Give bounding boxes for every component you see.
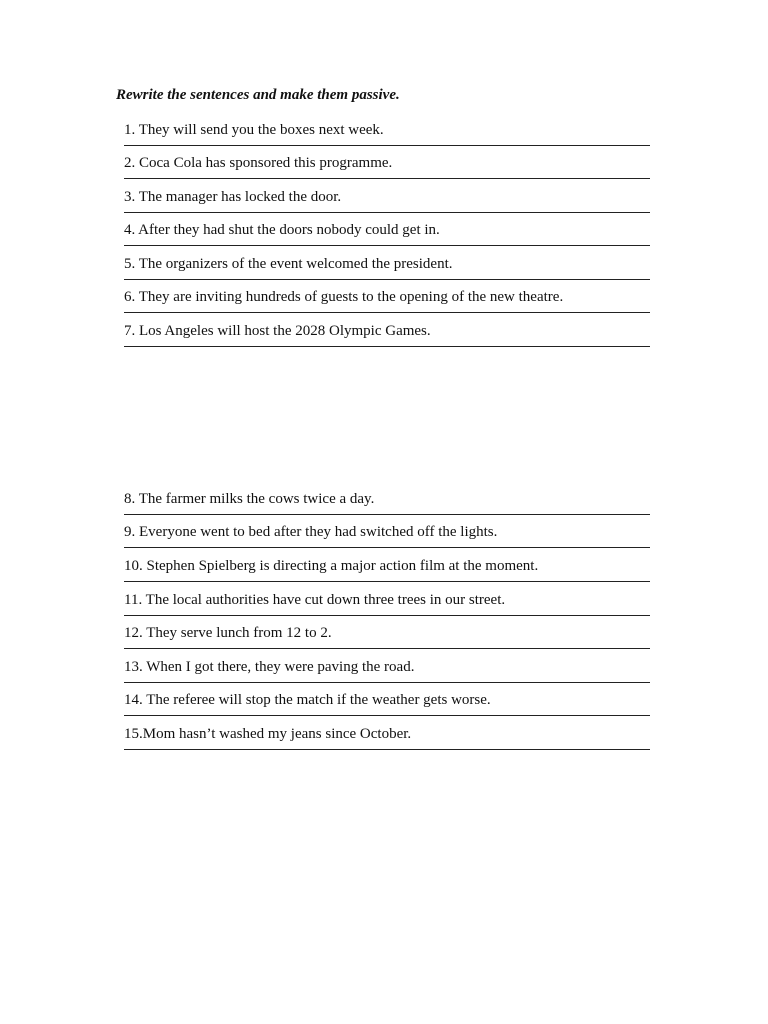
answer-line[interactable]	[124, 279, 650, 280]
exercise-sentence: 6. They are inviting hundreds of guests to the opening of the new theatre.	[124, 289, 564, 305]
exercise-item-6	[124, 288, 650, 322]
answer-line[interactable]	[124, 715, 650, 716]
exercise-item-15	[124, 725, 650, 759]
answer-line[interactable]	[124, 514, 650, 515]
answer-line[interactable]	[124, 178, 650, 179]
exercise-sentence: 8. The farmer milks the cows twice a day.	[124, 491, 375, 507]
exercise-sentence: 3. The manager has locked the door.	[124, 189, 342, 205]
exercise-item-10	[124, 557, 650, 591]
exercise-sentence: 10. Stephen Spielberg is directing a major action film at the moment.	[124, 558, 539, 574]
exercise-item-14	[124, 691, 650, 725]
answer-line[interactable]	[124, 581, 650, 582]
exercise-item-1	[124, 121, 650, 155]
exercise-item-3	[124, 188, 650, 222]
answer-line[interactable]	[124, 749, 650, 750]
exercise-sentence: 11. The local authorities have cut down three trees in our street.	[124, 592, 506, 608]
answer-line[interactable]	[124, 615, 650, 616]
exercise-item-5	[124, 255, 650, 289]
answer-line[interactable]	[124, 312, 650, 313]
exercise-item-7	[124, 322, 650, 356]
exercise-sentence: 15.Mom hasn’t washed my jeans since October.	[124, 726, 412, 742]
answer-line[interactable]	[124, 682, 650, 683]
answer-line[interactable]	[124, 346, 650, 347]
exercise-item-4	[124, 221, 650, 255]
answer-line[interactable]	[124, 145, 650, 146]
exercise-item-12	[124, 624, 650, 658]
exercise-sentence: 9. Everyone went to bed after they had switched off the lights.	[124, 524, 498, 540]
instruction-heading: Rewrite the sentences and make them passive.	[116, 87, 400, 103]
answer-line[interactable]	[124, 212, 650, 213]
exercise-sentence: 13. When I got there, they were paving the road.	[124, 659, 415, 675]
answer-line[interactable]	[124, 547, 650, 548]
exercise-item-8	[124, 490, 650, 524]
exercise-sentence: 1. They will send you the boxes next week.	[124, 122, 384, 138]
exercise-sentence: 4. After they had shut the doors nobody could get in.	[124, 222, 440, 238]
exercise-sentence: 12. They serve lunch from 12 to 2.	[124, 625, 332, 641]
exercise-item-13	[124, 658, 650, 692]
exercise-sentence: 7. Los Angeles will host the 2028 Olympic Games.	[124, 323, 431, 339]
exercise-item-2	[124, 154, 650, 188]
exercise-sentence: 5. The organizers of the event welcomed the president.	[124, 256, 453, 272]
exercise-sentence: 2. Coca Cola has sponsored this programme.	[124, 155, 393, 171]
exercise-item-9	[124, 523, 650, 557]
answer-line[interactable]	[124, 245, 650, 246]
answer-line[interactable]	[124, 648, 650, 649]
exercise-sentence: 14. The referee will stop the match if the weather gets worse.	[124, 692, 491, 708]
exercise-item-11	[124, 591, 650, 625]
